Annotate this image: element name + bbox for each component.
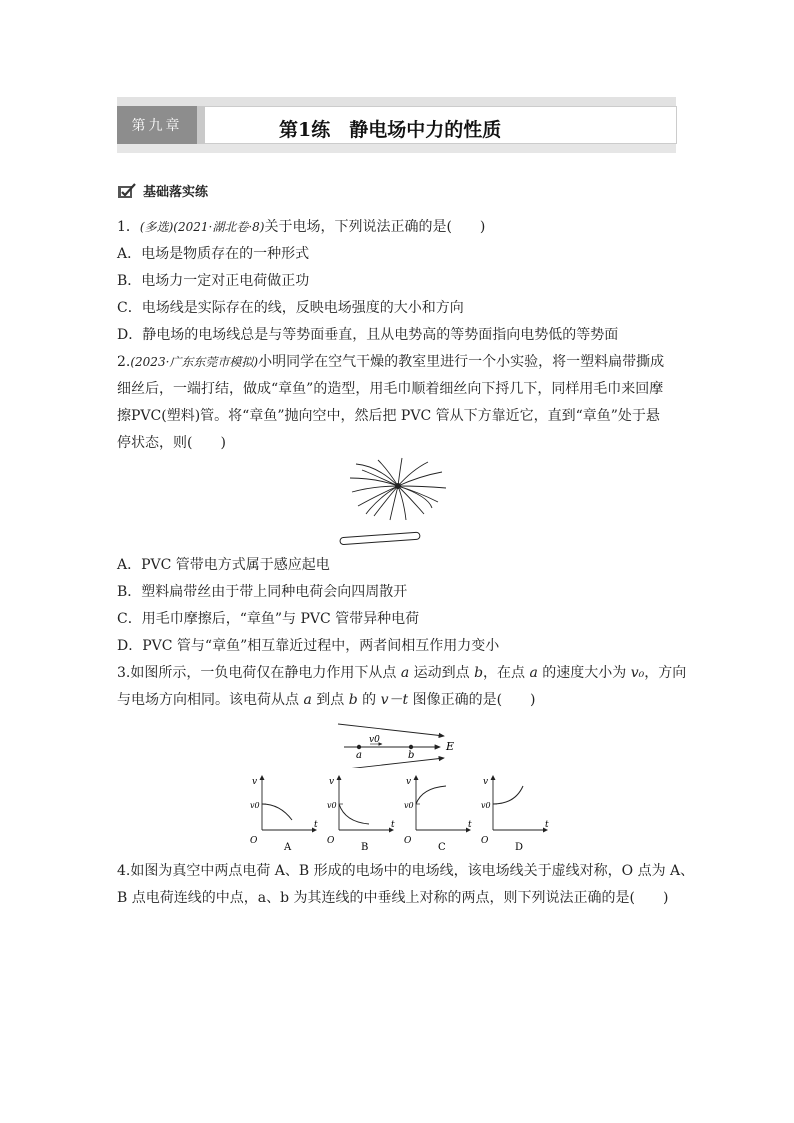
axis-v-arrow: [337, 775, 342, 780]
q2-number: 2.: [117, 354, 131, 370]
v0-axis-label: v0: [327, 801, 337, 810]
q1-number: 1．: [117, 219, 140, 235]
vt-curve: [416, 786, 446, 804]
q4-line-2: B 点电荷连线的中点，a、b 为其连线的中垂线上对称的两点，则下列说法正确的是( ): [117, 890, 669, 906]
field-line-figure: [336, 720, 466, 768]
q3-text-1d: 的速度大小为: [537, 665, 631, 681]
section-heading: [117, 181, 208, 200]
vt-curve: [493, 786, 523, 804]
graph-label: C: [438, 842, 446, 852]
q3-text-2a: 与电场方向相同。该电荷从点: [117, 692, 304, 708]
q3-point-a: a: [400, 665, 410, 681]
point-b-label: b: [408, 750, 415, 761]
q2-source: (2023·广东东莞市模拟): [130, 355, 259, 369]
origin-label: O: [327, 836, 335, 846]
q1-stem: [117, 217, 485, 237]
graph-label: D: [515, 842, 524, 852]
chapter-label: 第九章: [117, 106, 197, 144]
origin-label: O: [404, 836, 412, 846]
q3-v0: v₀: [630, 665, 645, 681]
axis-t-label: t: [391, 820, 395, 830]
octopus-figure: [338, 456, 458, 548]
origin-label: O: [481, 836, 489, 846]
axis-v-arrow: [491, 775, 496, 780]
q1-tag: (多选): [139, 220, 174, 234]
axis-v-label: v: [483, 777, 489, 787]
banner-top-strip: [117, 97, 676, 106]
chapter-banner: [117, 97, 676, 153]
axis-t-label: t: [314, 820, 318, 830]
vt-graph-a: [250, 775, 318, 852]
section-title: 基础落实练: [143, 185, 209, 200]
axis-v-arrow: [260, 775, 265, 780]
point-a-label: a: [356, 750, 362, 761]
field-line-bottom: [338, 758, 444, 768]
point-a-dot: [357, 745, 361, 749]
q2-option-c: C．用毛巾摩擦后，“章鱼”与 PVC 管带异种电荷: [117, 611, 420, 627]
v0-label: v0: [369, 735, 380, 745]
v0-axis-label: v0: [481, 801, 491, 810]
vt-graph-options: [250, 772, 550, 852]
q3-text-2b: 到点: [311, 692, 349, 708]
q2-text-1: 小明同学在空气干燥的教室里进行一个小实验，将一塑料扁带撕成: [258, 354, 665, 370]
graph-label: B: [361, 842, 369, 852]
field-E-label: E: [446, 740, 455, 753]
q3-text-2d: 图像正确的是( ): [408, 692, 536, 708]
page-title: 第1练 静电场中力的性质: [279, 119, 502, 141]
knot: [395, 483, 401, 489]
origin-label: O: [250, 836, 258, 846]
axis-t-label: t: [545, 820, 549, 830]
vt-curve: [262, 804, 292, 820]
q3-text-1b: 运动到点: [409, 665, 475, 681]
banner-separator: [197, 106, 205, 144]
q3-text-1a: 3.如图所示，一负电荷仅在静电力作用下从点: [117, 665, 401, 681]
q1-option-a: A．电场是物质存在的一种形式: [117, 246, 310, 262]
q3-point-a-3: a: [303, 692, 312, 708]
q3-line-2: [117, 690, 536, 710]
axis-v-label: v: [329, 777, 335, 787]
field-line-top: [338, 724, 444, 736]
q1-text: 关于电场，下列说法正确的是( ): [264, 219, 486, 235]
point-b-dot: [409, 745, 413, 749]
q2-option-d: D．PVC 管与“章鱼”相互靠近过程中，两者间相互作用力变小: [117, 638, 500, 654]
pvc-pipe: [340, 532, 420, 545]
q1-source: (2021·湖北卷·8): [173, 220, 265, 234]
vt-curve: [339, 804, 369, 824]
q3-vt: v－t: [380, 692, 409, 708]
axis-t-label: t: [468, 820, 472, 830]
q4-line-1: 4.如图为真空中两点电荷 A、B 形成的电场中的电场线，该电场线关于虚线对称，O 点为 A、: [117, 863, 695, 879]
q2-option-b: B．塑料扁带丝由于带上同种电荷会向四周散开: [117, 584, 408, 600]
axis-v-label: v: [406, 777, 412, 787]
q2-line-4: 停状态，则( ): [117, 435, 226, 451]
q3-text-2c: 的: [357, 692, 381, 708]
axis-v-arrow: [414, 775, 419, 780]
q3-line-1: [117, 663, 686, 683]
q3-point-a-2: a: [529, 665, 538, 681]
axis-v-label: v: [252, 777, 258, 787]
q1-option-c: C．电场线是实际存在的线，反映电场强度的大小和方向: [117, 300, 464, 316]
vt-graph-c: [404, 775, 472, 852]
q3-text-1c: ，在点: [483, 665, 530, 681]
q2-line-2: 细丝后，一端打结，做成“章鱼”的造型，用毛巾顺着细丝向下捋几下，同样用毛巾来回摩: [117, 381, 664, 397]
vt-graph-d: [481, 775, 549, 852]
q2-option-a: A．PVC 管带电方式属于感应起电: [117, 557, 330, 573]
q2-line-1: [117, 352, 664, 372]
v0-axis-label: v0: [250, 801, 260, 810]
q3-text-1e: ，方向: [644, 665, 687, 681]
q3-point-b-2: b: [348, 692, 358, 708]
banner-bottom-strip: [117, 144, 676, 153]
checkbox-icon: [117, 183, 137, 199]
q1-option-d: D．静电场的电场线总是与等势面垂直，且从电势高的等势面指向电势低的等势面: [117, 327, 619, 343]
q1-option-b: B．电场力一定对正电荷做正功: [117, 273, 310, 289]
v0-axis-label: v0: [404, 801, 414, 810]
q2-line-3: 擦PVC(塑料)管。将“章鱼”抛向空中，然后把 PVC 管从下方靠近它，直到“章鱼”处于悬: [117, 408, 660, 424]
q3-point-b: b: [474, 665, 484, 681]
vt-graph-b: [327, 775, 395, 852]
graph-label: A: [284, 842, 292, 852]
